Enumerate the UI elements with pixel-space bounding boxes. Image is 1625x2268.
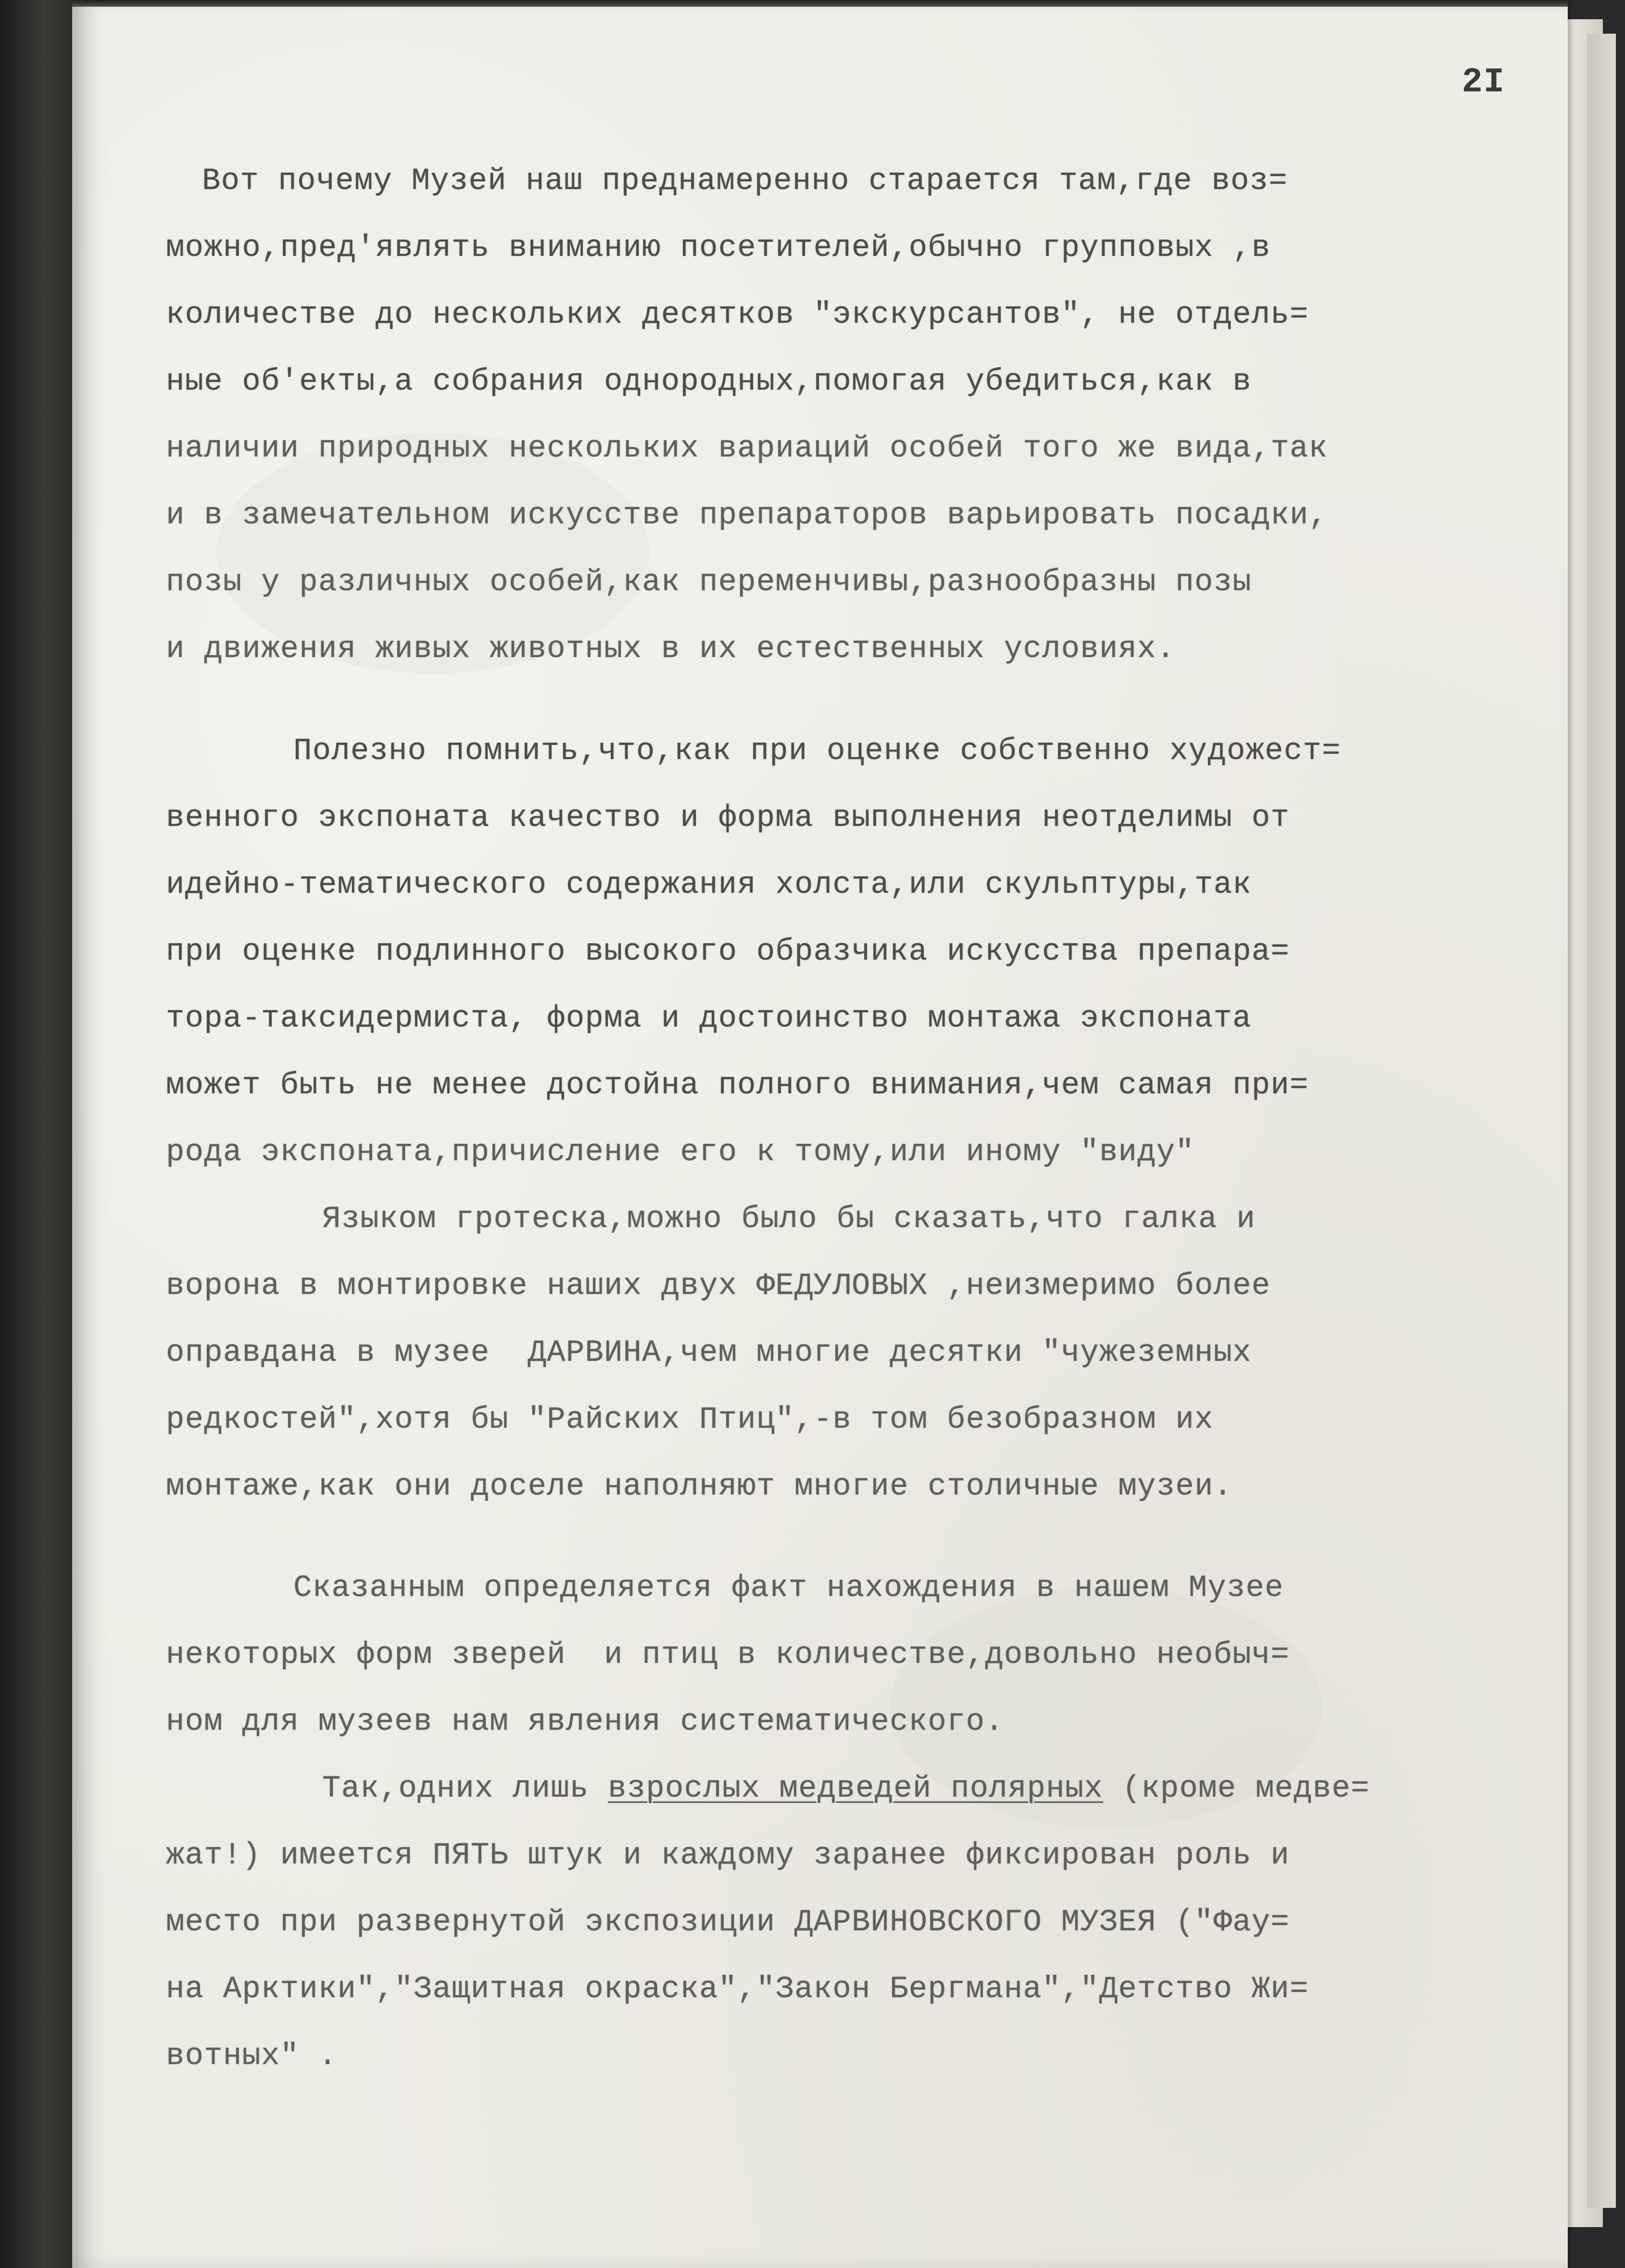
page-number: 2I: [1461, 63, 1505, 102]
text-line: оправдана в музее ДАРВИНА,чем многие десятки "чужеземных: [166, 1336, 1252, 1370]
text-line: наличии природных нескольких вариаций особей того же вида,так: [166, 431, 1328, 466]
text-line: можно,пред'являть вниманию посетителей,обычно групповых ,в: [166, 231, 1271, 266]
text-line: ном для музеев нам явления систематического.: [166, 1705, 1004, 1739]
text-line: при оценке подлинного высокого образчика искусства препара=: [166, 935, 1290, 969]
text-line: ные об'екты,а собрания однородных,помогая убедиться,как в: [166, 365, 1252, 399]
text-line: ворона в монтировке наших двух ФЕДУЛОВЫХ ,неизмеримо более: [166, 1269, 1271, 1304]
text-line: вотных" .: [166, 2039, 338, 2074]
text-segment: (кроме медве=: [1103, 1772, 1370, 1806]
text-line: рода экспоната,причисление его к тому,или иному "виду": [166, 1135, 1195, 1170]
text-line: и движения живых животных в их естественных условиях.: [166, 632, 1176, 667]
text-line: Вот почему Музей наш преднамеренно старается там,где воз=: [202, 164, 1288, 199]
underlying-sheet-edge: [1587, 34, 1616, 2208]
text-line: редкостей",хотя бы "Райских Птиц",-в том безобразном их: [166, 1403, 1214, 1437]
text-segment: Так,одних лишь: [322, 1772, 608, 1806]
text-line: позы у различных особей,как переменчивы,разнообразны позы: [166, 565, 1252, 600]
text-line: тора-таксидермиста, форма и достоинство монтажа экспоната: [166, 1001, 1252, 1036]
text-line: Сказанным определяется факт нахождения в нашем Музее: [293, 1571, 1284, 1606]
text-line: идейно-тематического содержания холста,или скульптуры,так: [166, 868, 1252, 902]
text-line: и в замечательном искусстве препараторов варьировать посадки,: [166, 498, 1328, 533]
text-line: количестве до нескольких десятков "экскурсантов", не отдель=: [166, 298, 1309, 332]
text-line: может быть не менее достойна полного внимания,чем самая при=: [166, 1068, 1309, 1103]
text-line: монтаже,как они доселе наполняют многие столичные музеи.: [166, 1470, 1233, 1504]
underlined-phrase: взрослых медведей полярных: [608, 1772, 1103, 1806]
typewritten-page: [72, 0, 1568, 2268]
text-line: некоторых форм зверей и птиц в количестве,довольно необыч=: [166, 1638, 1290, 1672]
text-line: жат!) имеется ПЯТЬ штук и каждому заранее фиксирован роль и: [166, 1838, 1290, 1873]
text-line: место при развернутой экспозиции ДАРВИНОВСКОГО МУЗЕЯ ("Фау=: [166, 1905, 1290, 1940]
text-line: венного экспоната качество и форма выполнения неотделимы от: [166, 801, 1290, 836]
text-line: [322, 1774, 1370, 1804]
page-top-shadow: [72, 0, 1568, 7]
desk-background: [0, 0, 72, 2268]
text-line: на Арктики","Защитная окраска","Закон Бергмана","Детство Жи=: [166, 1972, 1309, 2007]
text-line: Полезно помнить,что,как при оценке собственно художест=: [293, 734, 1341, 769]
text-line: Языком гротеска,можно было бы сказать,что галка и: [322, 1202, 1256, 1237]
